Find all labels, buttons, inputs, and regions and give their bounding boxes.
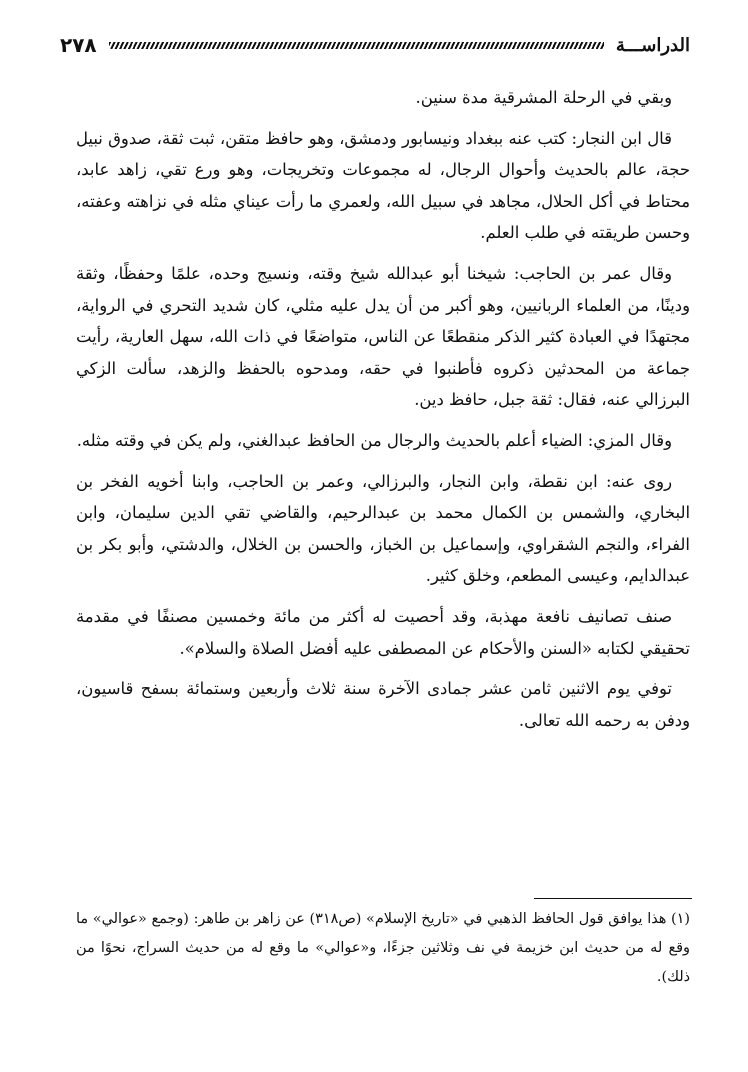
- paragraph-3: وقال عمر بن الحاجب: شيخنا أبو عبدالله شيخ وقته، ونسيج وحده، علمًا وحفظًا، وثقة ودينًا، من العلماء الربانيين، وهو أكبر من أن يدل عليه مثلي، كان شديد التحري في الرواية، مجتهدًا في العبادة كثير الذكر منقطعًا عن الناس، متواضعًا في ذات الله، سهل العارية، رأيت جماعة من المحدثين ذكروه فأطنبوا في حقه، ومدحوه بالحفظ والزهد، سألت الزكي البرزالي عنه، فقال: ثقة جبل، حافظ دين.: [76, 263, 690, 410]
- header-divider: [109, 42, 604, 49]
- paragraph-7: توفي يوم الاثنين ثامن عشر جمادى الآخرة سنة ثلاث وأربعين وستمائة بسفح قاسيون، ودفن به رحمه الله تعالى.: [76, 679, 690, 730]
- section-title: الدراســـة: [615, 34, 690, 56]
- page-header: [60, 30, 690, 60]
- footnote-divider: [534, 898, 692, 899]
- paragraph-6: صنف تصانيف نافعة مهذبة، وقد أحصيت له أكثر من مائة وخمسين مصنفًا في مقدمة تحقيقي لكتابه «السنن والأحكام عن المصطفى عليه أفضل الصلاة والسلام».: [76, 606, 690, 658]
- paragraph-1: وبقي في الرحلة المشرقية مدة سنين.: [415, 88, 672, 107]
- footnote: (١) هذا يوافق قول الحافظ الذهبي في «تاريخ الإسلام» (ص٣١٨) عن زاهر بن طاهر: (وجمع «عوالي» ما وقع له من حديث ابن خزيمة في نف وثلاثين جزءًا، و«عوالي» ما وقع له من حديث السراج، نحوًا من ذلك).: [76, 911, 691, 985]
- paragraph-5: روى عنه: ابن نقطة، وابن النجار، والبرزالي، وعمر بن الحاجب، وابنا أخويه الفخر بن البخاري، والشمس بن الكمال محمد بن عبدالرحيم، والقاضي تقي الدين سليمان، وابن الفراء، والنجم الشقراوي، وإسماعيل بن الخباز، والحسن بن الخلال، والدشتي، وأبو بكر بن عبدالدايم، وعيسى المطعم، وخلق كثير.: [76, 471, 690, 586]
- paragraph-4: وقال المزي: الضياء أعلم بالحديث والرجال من الحافظ عبدالغني، ولم يكن في وقته مثله.: [76, 430, 672, 450]
- paragraph-2: قال ابن النجار: كتب عنه ببغداد ونيسابور ودمشق، وهو حافظ متقن، ثبت ثقة، صدوق نبيل حجة، عالم بالحديث وأحوال الرجال، له مجموعات وتخريجات، وهو ورع تقي، زاهد عابد، محتاط في أكل الحلال، مجاهد في سبيل الله، ولعمري ما رأت عيناي مثله في نزاهته وعفته، وحسن طريقته في طلب العلم.: [76, 128, 690, 243]
- main-text: [76, 82, 690, 745]
- page-number: ٢٧٨: [60, 33, 97, 57]
